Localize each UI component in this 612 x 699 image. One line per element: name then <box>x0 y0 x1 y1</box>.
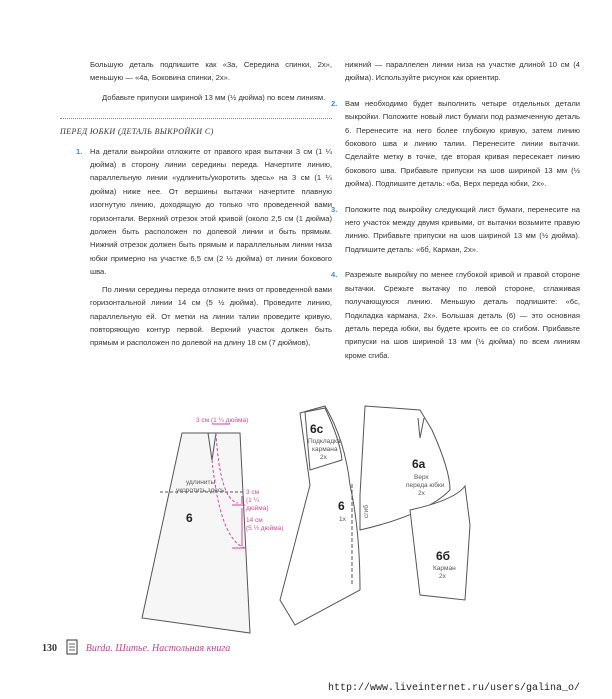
piece-6c-name-2: кармана <box>312 446 338 453</box>
piece-6a-name-1: Верх <box>414 474 429 481</box>
label-3cm-3: дюйма) <box>246 505 269 512</box>
piece-6a-number: 6а <box>412 457 426 471</box>
step-1-continuation: По линии середины переда отложите вниз от проведенной вами горизонтальной линии 14 см (5 ½ дюйма). Проведите линию, параллельную ей. От метки на линии талии проведите кривую, повторяющую контур первой. Верхний участок должен быть прямым и расположен по долевой на длину 18 см (7 дюймов), <box>90 284 332 348</box>
label-lengthen-1: удлинить/ <box>186 479 216 486</box>
book-title: Burda. Шитье. Настольная книга <box>85 643 231 654</box>
piece-6c-number: 6с <box>310 422 324 436</box>
piece-6b-qty: 2х <box>439 573 446 580</box>
right-column <box>331 58 580 362</box>
continued-text: нижний — параллелен линии низа на участке длиной 10 см (4 дюйма). Используйте рисунок как ориентир. <box>345 60 580 83</box>
label-3cm-2: (1 ¼ <box>246 497 260 504</box>
label-14cm-2: (5 ½ дюйма) <box>246 525 284 532</box>
piece-6-qty: 1х <box>339 516 346 523</box>
step-2 <box>331 97 580 191</box>
label-lengthen-2: укоротить здесь <box>176 487 225 494</box>
page-number: 130 <box>42 643 57 654</box>
piece-6a-name-2: переда юбки <box>406 482 445 489</box>
piece-6a-qty: 2х <box>418 490 425 497</box>
piece-6-number: 6 <box>338 499 345 513</box>
step-1 <box>76 145 332 350</box>
skirt-piece-label: 6 <box>186 511 193 525</box>
pattern-diagram <box>120 400 490 635</box>
label-3cm-1: 3 см <box>246 489 260 496</box>
piece-6b-number: 6б <box>436 549 451 563</box>
intro-paragraph-2: Добавьте припуски шириной 13 мм (½ дюйма) по всем линиям. <box>102 92 326 102</box>
piece-6b-name: Карман <box>433 565 456 572</box>
step-1-text: На детали выкройки отложите от правого края вытачки 3 см (1 ¼ дюйма) в сторону линии середины переда. Начертите линию, параллельную линии «удлинить/укоротить здесь» на 3 см (1 ¼ дюйма) ниже нее. От вершины вытачки начертите плавную изогнутую линию, доходящую до только что проведенной вами горизонтали. Верхний отрезок этой кривой (около 2,5 см (1 дюйма) должен быть расположен по долевой линии и быть прямым. Нижний отрезок должен быть прямым и параллельным линии низа юбки примерно на участке 6,5 см (2 ½ дюйма) от линии бокового шва. <box>90 146 332 277</box>
piece-6c-qty: 2х <box>320 454 327 461</box>
watermark-url: http://www.liveinternet.ru/users/galina_o/ <box>328 683 581 694</box>
piece-6c-name-1: Подкладка <box>308 438 341 445</box>
step-4-number: 4. <box>331 270 338 280</box>
step-3-number: 3. <box>331 204 338 214</box>
section-heading: ПЕРЕД ЮБКИ (ДЕТАЛЬ ВЫКРОЙКИ С) <box>60 118 332 138</box>
step-1-number: 1. <box>76 146 83 156</box>
page-footer <box>42 643 230 654</box>
left-column <box>60 58 332 350</box>
step-3 <box>331 203 580 257</box>
skirt-front-outline <box>142 433 250 633</box>
step-3-text: Положите под выкройку следующий лист бумаги, перенесите на него участок между двумя кривыми, от вытачки возьмите правую линию. Прибавьте припуски на шов шириной 13 мм (½ дюйма). Подпишите деталь: «6б, Карман, 2х». <box>345 204 580 254</box>
book-logo-icon <box>66 639 78 655</box>
step-4-text: Разрежьте выкройку по менее глубокой кривой и правой стороне вытачки. Срежьте вытачку по левой стороне, сглаживая получающуюся линию. Меньшую деталь подпишите: «6с, Подкладка кармана, 2х». Большая деталь (6) — это основная деталь переда юбки, вы будете кроить ее со сгибом. Прибавьте припуски на шов шириной 13 мм (½ дюйма) по всем линиям кроме сгиба. <box>345 270 580 360</box>
step-4 <box>331 268 580 362</box>
piece-6-fold: сгиб <box>363 505 370 518</box>
step-2-number: 2. <box>331 98 338 108</box>
label-14cm-1: 14 см <box>246 517 263 524</box>
label-top-measure: 3 см (1 ¼ дюйма) <box>196 417 249 424</box>
step-2-text: Вам необходимо будет выполнить четыре отдельных детали выкройки. Положите новый лист бумаги под размеченную деталь 6. Перенесите на него более глубокую кривую, затем линию бокового шва и линию талии. Перенесите линии вытачки. Сделайте метку в точке, где вторая кривая пересекает линию бокового шва. Прибавьте припуски на шов шириной 13 мм (½ дюйма). Подпишите деталь: «6а, Верх переда юбки, 2х». <box>345 98 580 189</box>
intro-paragraph-1: Большую деталь подпишите как «3а, Середина спинки, 2х», меньшую — «4а, Боковина спинки, 2х». <box>90 60 332 83</box>
